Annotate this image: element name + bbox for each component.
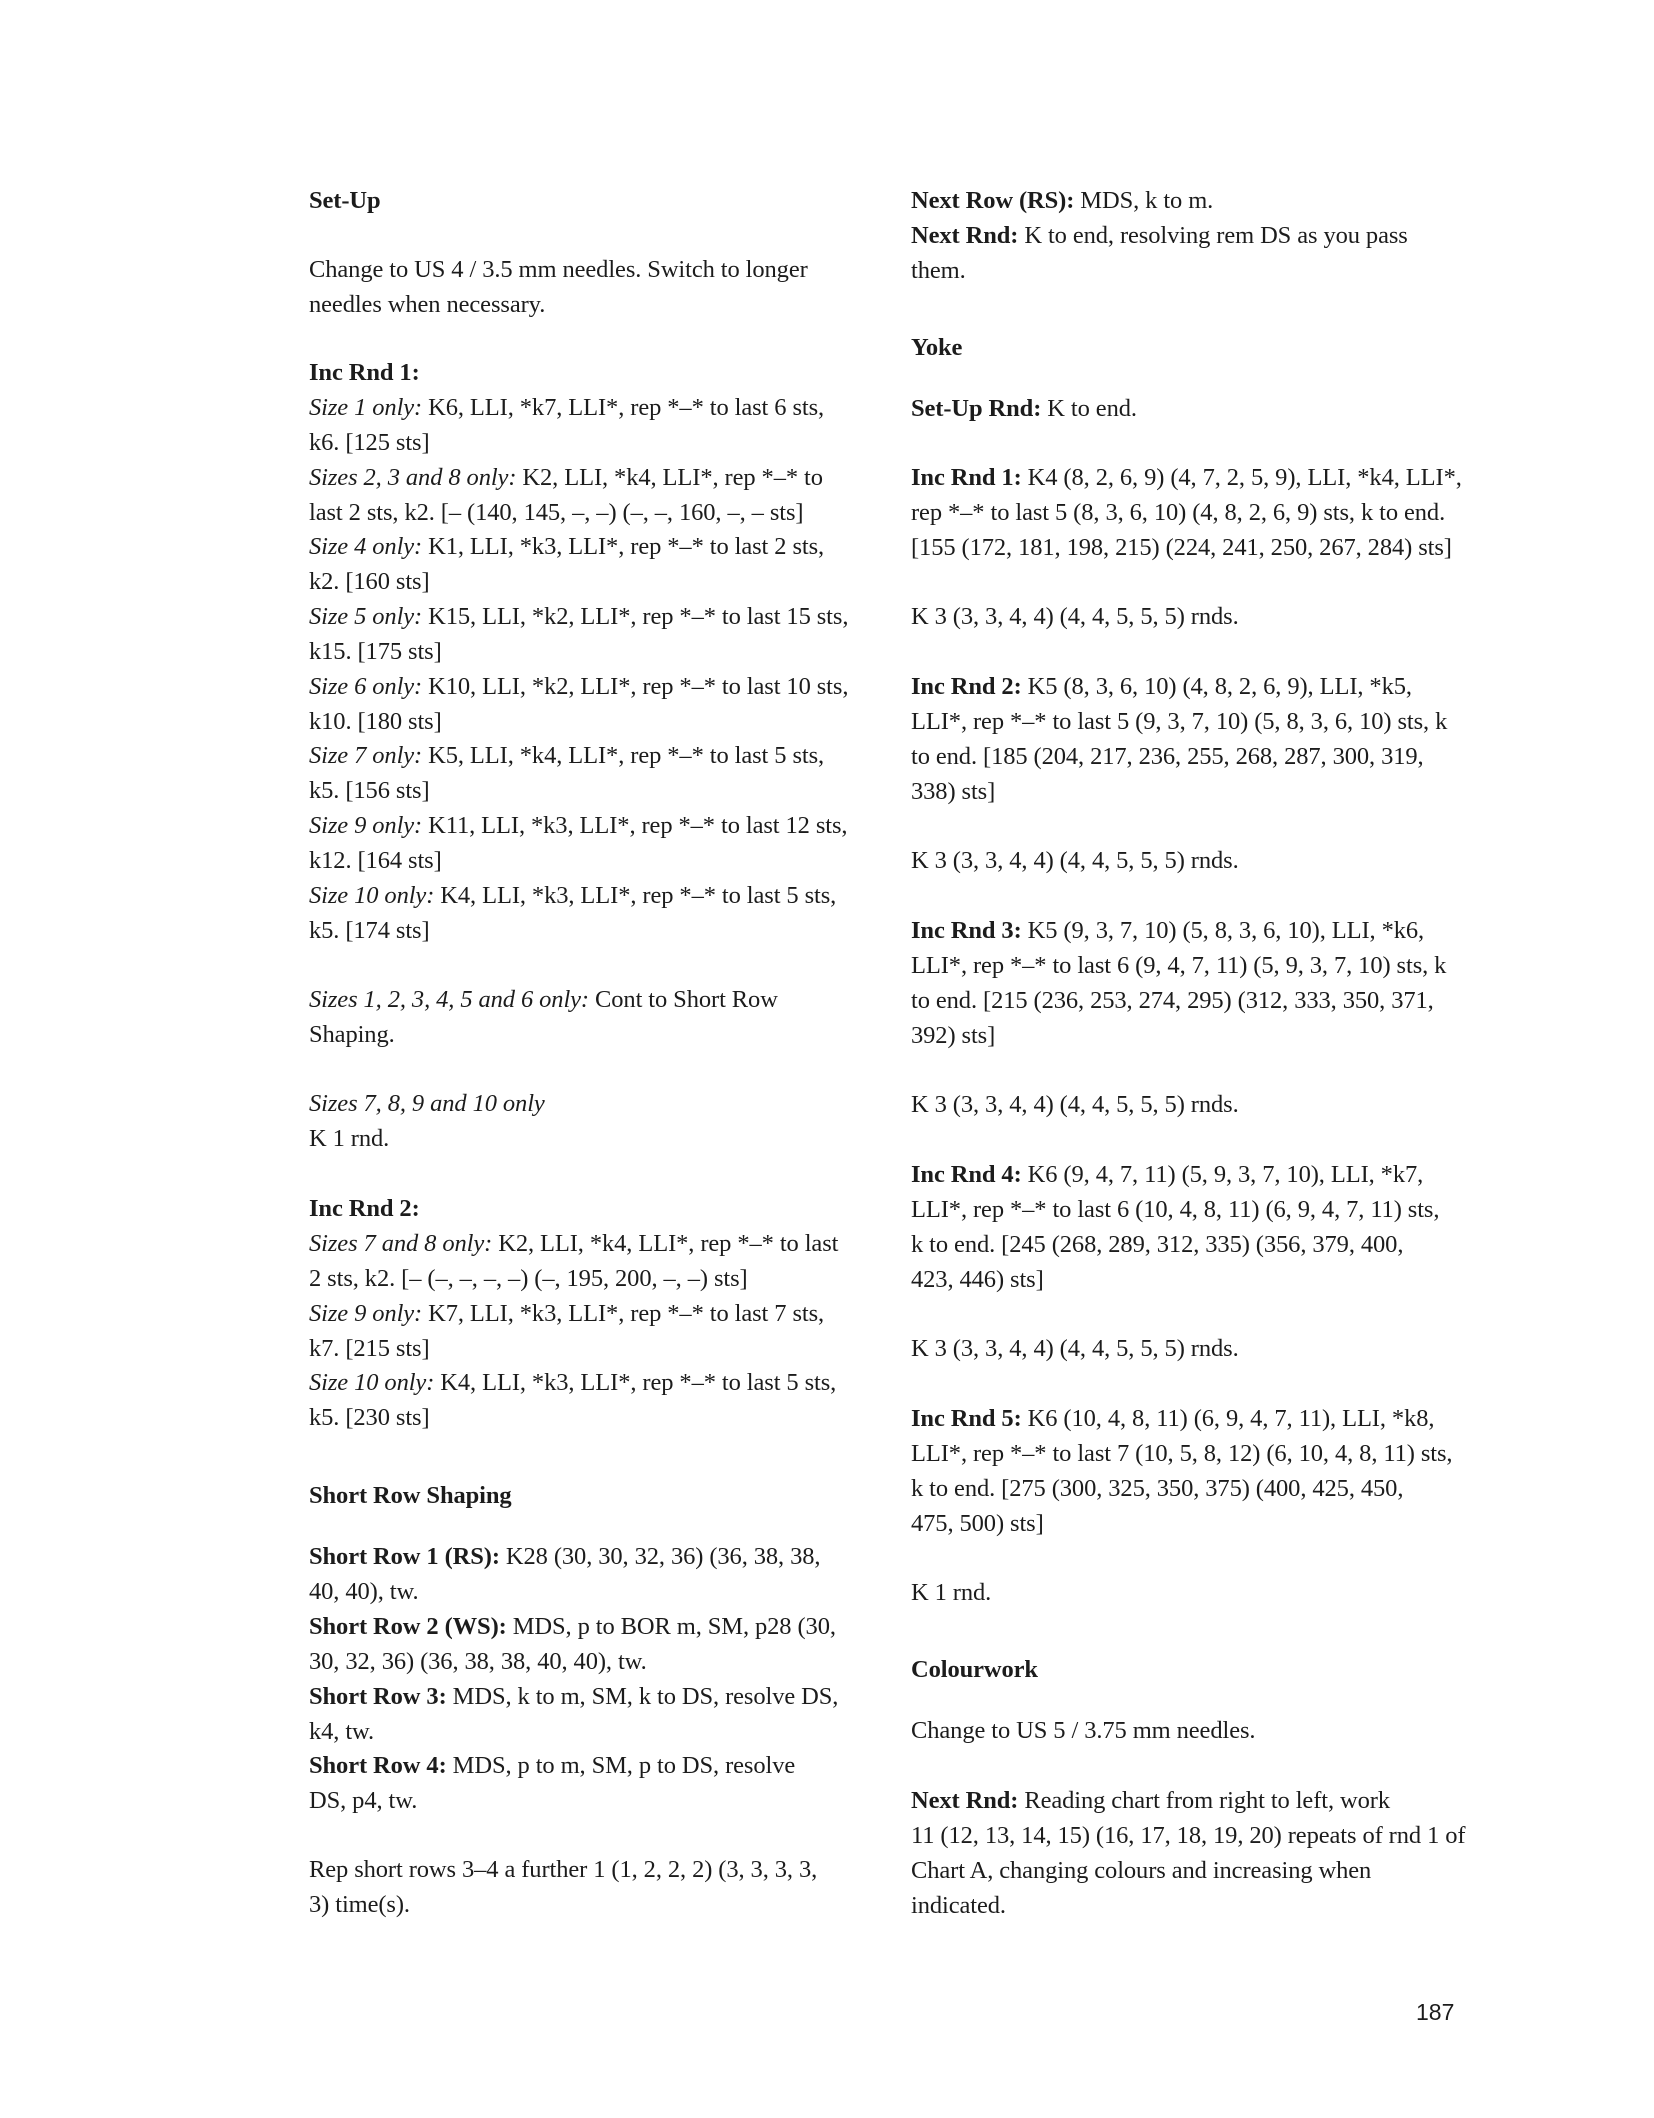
colourwork-text: Change to US 5 / 3.75 mm needles. <box>911 1717 1256 1744</box>
inc-rnd-instruction-cont: 392) sts] <box>911 1022 996 1049</box>
inc-rnd-instruction-cont: to end. [215 (236, 253, 274, 295) (312, 333, 350, 371, <box>911 987 1434 1014</box>
size-instruction-cont: k6. [125 sts] <box>309 429 430 456</box>
size-instruction: Size 10 only: K4, LLI, *k3, LLI*, rep *–* to last 5 sts, <box>309 882 837 909</box>
repeat-instruction-cont: 3) time(s). <box>309 1891 410 1918</box>
setup-heading: Set-Up <box>309 187 381 214</box>
colourwork-next-rnd: Next Rnd: Reading chart from right to left, work <box>911 1787 1390 1814</box>
inc-rnd-instruction-cont: to end. [185 (204, 217, 236, 255, 268, 287, 300, 319, <box>911 743 1424 770</box>
size-instruction: Size 7 only: K5, LLI, *k4, LLI*, rep *–* to last 5 sts, <box>309 742 825 769</box>
short-row-instruction-cont: k4, tw. <box>309 1718 375 1745</box>
size-instruction: Size 9 only: K11, LLI, *k3, LLI*, rep *–* to last 12 sts, <box>309 812 848 839</box>
knit-rnds-instruction: K 3 (3, 3, 4, 4) (4, 4, 5, 5, 5) rnds. <box>911 603 1239 630</box>
next-rnd-instruction-cont: them. <box>911 257 966 284</box>
size-instruction-cont: k5. [174 sts] <box>309 917 430 944</box>
size-instruction: Size 10 only: K4, LLI, *k3, LLI*, rep *–* to last 5 sts, <box>309 1369 837 1396</box>
inc-rnd-instruction-cont: 475, 500) sts] <box>911 1510 1044 1537</box>
size-instruction: Size 1 only: K6, LLI, *k7, LLI*, rep *–* to last 6 sts, <box>309 394 825 421</box>
knit-rnds-instruction: K 3 (3, 3, 4, 4) (4, 4, 5, 5, 5) rnds. <box>911 1091 1239 1118</box>
size-instruction-cont: k15. [175 sts] <box>309 638 442 665</box>
short-row-instruction-cont: DS, p4, tw. <box>309 1787 418 1814</box>
size-instruction-cont: k5. [230 sts] <box>309 1404 430 1431</box>
size-instruction: Size 9 only: K7, LLI, *k3, LLI*, rep *–* to last 7 sts, <box>309 1300 825 1327</box>
size-instruction: Size 6 only: K10, LLI, *k2, LLI*, rep *–* to last 10 sts, <box>309 673 849 700</box>
setup-text-line: needles when necessary. <box>309 291 546 318</box>
colourwork-next-rnd-cont: Chart A, changing colours and increasing when <box>911 1857 1372 1884</box>
size-instruction-cont: 2 sts, k2. [– (–, –, –, –) (–, 195, 200, –, –) sts] <box>309 1265 748 1292</box>
inc-rnd-2-heading: Inc Rnd 2: <box>309 1195 420 1222</box>
knit-rnds-instruction: K 3 (3, 3, 4, 4) (4, 4, 5, 5, 5) rnds. <box>911 1335 1239 1362</box>
inc-rnd-instruction-cont: [155 (172, 181, 198, 215) (224, 241, 250, 267, 284) sts] <box>911 534 1452 561</box>
sizes-7-10-text: K 1 rnd. <box>309 1125 390 1152</box>
repeat-instruction: Rep short rows 3–4 a further 1 (1, 2, 2, 2) (3, 3, 3, 3, <box>309 1856 818 1883</box>
short-row-instruction-cont: 40, 40), tw. <box>309 1578 419 1605</box>
cont-instruction-cont: Shaping. <box>309 1021 395 1048</box>
yoke-heading: Yoke <box>911 334 963 361</box>
short-row-instruction: Short Row 1 (RS): K28 (30, 30, 32, 36) (36, 38, 38, <box>309 1543 821 1570</box>
size-instruction-cont: k7. [215 sts] <box>309 1335 430 1362</box>
cont-instruction: Sizes 1, 2, 3, 4, 5 and 6 only: Cont to Short Row <box>309 986 778 1013</box>
page-number: 187 <box>1416 1999 1455 2025</box>
inc-rnd-instruction-cont: k to end. [275 (300, 325, 350, 375) (400, 425, 450, <box>911 1475 1404 1502</box>
inc-rnd-instruction-cont: 423, 446) sts] <box>911 1266 1044 1293</box>
size-instruction-cont: k2. [160 sts] <box>309 568 430 595</box>
inc-rnd-instruction-cont: LLI*, rep *–* to last 5 (9, 3, 7, 10) (5, 8, 3, 6, 10) sts, k <box>911 708 1448 735</box>
short-row-instruction: Short Row 2 (WS): MDS, p to BOR m, SM, p28 (30, <box>309 1613 836 1640</box>
inc-rnd-instruction: Inc Rnd 2: K5 (8, 3, 6, 10) (4, 8, 2, 6, 9), LLI, *k5, <box>911 673 1412 700</box>
short-row-shaping-heading: Short Row Shaping <box>309 1482 512 1509</box>
knit-rnds-instruction: K 3 (3, 3, 4, 4) (4, 4, 5, 5, 5) rnds. <box>911 847 1239 874</box>
inc-rnd-instruction: Inc Rnd 3: K5 (9, 3, 7, 10) (5, 8, 3, 6, 10), LLI, *k6, <box>911 917 1425 944</box>
colourwork-next-rnd-cont: 11 (12, 13, 14, 15) (16, 17, 18, 19, 20) repeats of rnd 1 of <box>911 1822 1466 1849</box>
colourwork-heading: Colourwork <box>911 1656 1038 1683</box>
colourwork-next-rnd-cont: indicated. <box>911 1892 1006 1919</box>
set-up-rnd-instruction: Set-Up Rnd: K to end. <box>911 395 1137 422</box>
inc-rnd-instruction-cont: LLI*, rep *–* to last 7 (10, 5, 8, 12) (6, 10, 4, 8, 11) sts, <box>911 1440 1453 1467</box>
inc-rnd-1-heading: Inc Rnd 1: <box>309 359 420 386</box>
inc-rnd-instruction: Inc Rnd 1: K4 (8, 2, 6, 9) (4, 7, 2, 5, 9), LLI, *k4, LLI*, <box>911 464 1462 491</box>
next-rnd-instruction: Next Rnd: K to end, resolving rem DS as you pass <box>911 222 1408 249</box>
size-instruction: Size 4 only: K1, LLI, *k3, LLI*, rep *–* to last 2 sts, <box>309 533 825 560</box>
size-instruction-cont: k5. [156 sts] <box>309 777 430 804</box>
inc-rnd-instruction-cont: LLI*, rep *–* to last 6 (9, 4, 7, 11) (5, 9, 3, 7, 10) sts, k <box>911 952 1447 979</box>
size-instruction: Size 5 only: K15, LLI, *k2, LLI*, rep *–* to last 15 sts, <box>309 603 849 630</box>
knit-rnd-instruction: K 1 rnd. <box>911 1579 992 1606</box>
inc-rnd-instruction-cont: k to end. [245 (268, 289, 312, 335) (356, 379, 400, <box>911 1231 1404 1258</box>
short-row-instruction: Short Row 4: MDS, p to m, SM, p to DS, resolve <box>309 1752 796 1779</box>
setup-text-line: Change to US 4 / 3.5 mm needles. Switch to longer <box>309 256 808 283</box>
next-row-instruction: Next Row (RS): MDS, k to m. <box>911 187 1214 214</box>
size-instruction: Sizes 7 and 8 only: K2, LLI, *k4, LLI*, rep *–* to last <box>309 1230 839 1257</box>
size-instruction-cont: last 2 sts, k2. [– (140, 145, –, –) (–, –, 160, –, – sts] <box>309 499 804 526</box>
short-row-instruction-cont: 30, 32, 36) (36, 38, 38, 40, 40), tw. <box>309 1648 647 1675</box>
size-instruction-cont: k10. [180 sts] <box>309 708 442 735</box>
inc-rnd-instruction-cont: LLI*, rep *–* to last 6 (10, 4, 8, 11) (6, 9, 4, 7, 11) sts, <box>911 1196 1440 1223</box>
size-instruction-cont: k12. [164 sts] <box>309 847 442 874</box>
size-instruction: Sizes 2, 3 and 8 only: K2, LLI, *k4, LLI*, rep *–* to <box>309 464 823 491</box>
inc-rnd-instruction-cont: 338) sts] <box>911 778 996 805</box>
inc-rnd-instruction: Inc Rnd 4: K6 (9, 4, 7, 11) (5, 9, 3, 7, 10), LLI, *k7, <box>911 1161 1424 1188</box>
short-row-instruction: Short Row 3: MDS, k to m, SM, k to DS, resolve DS, <box>309 1683 839 1710</box>
inc-rnd-instruction: Inc Rnd 5: K6 (10, 4, 8, 11) (6, 9, 4, 7, 11), LLI, *k8, <box>911 1405 1435 1432</box>
inc-rnd-instruction-cont: rep *–* to last 5 (8, 3, 6, 10) (4, 8, 2, 6, 9) sts, k to end. <box>911 499 1446 526</box>
sizes-7-10-label: Sizes 7, 8, 9 and 10 only <box>309 1090 545 1117</box>
